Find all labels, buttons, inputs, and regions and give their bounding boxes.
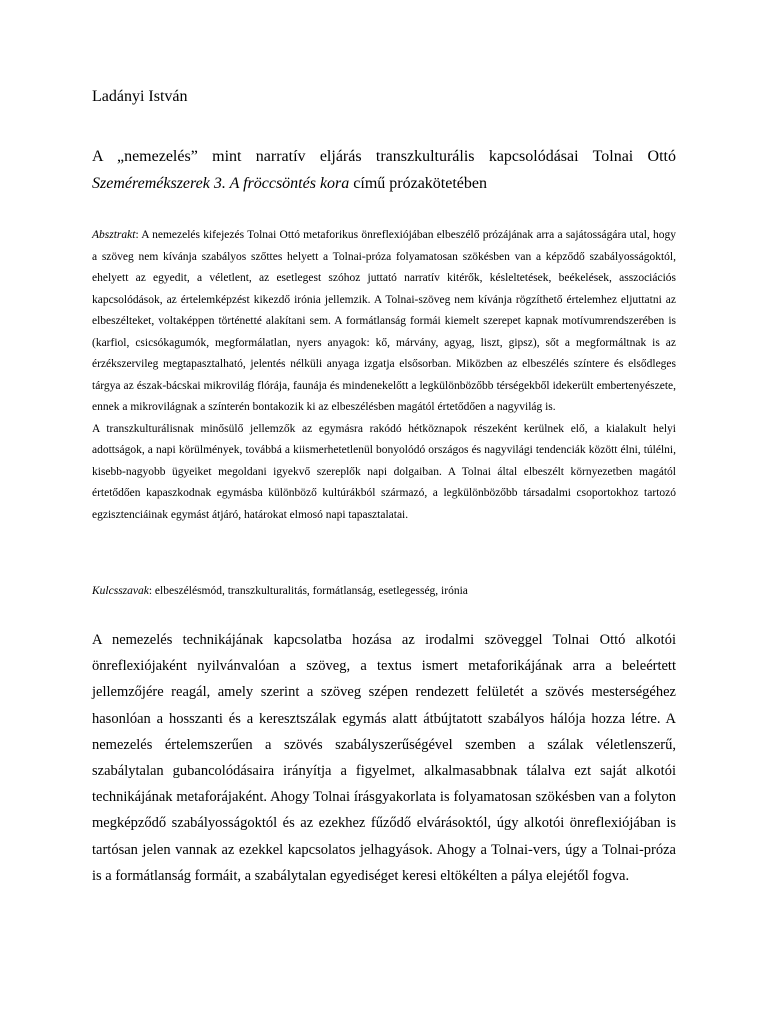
title-part-1: A „nemezelés” mint narratív eljárás transzkulturális kapcsolódásai Tolnai Ottó [92, 148, 676, 165]
abstract-label: Absztrakt [92, 229, 136, 241]
abstract-paragraph-2: A transzkulturálisnak minősülő jellemzők az egymásra rakódó hétköznapok részeként kerülnek elő, a kialakult helyi adottságok, a napi körülmények, továbbá a kiismerhetetlenül bonyolódó országos és nagyvilági tendenciák között élni, túlélni, kisebb-nagyobb ügyeiket megoldani igyekvő szereplők napi dolgaiban. A Tolnai által elbeszélt környezetben magától értetődően kapaszkodnak egymásba különböző kultúrákból származó, a legkülönbözőbb társadalmi csoportokhoz tartozó egzisztenciáinak egymást átjáró, határokat elmosó napi tapasztalatai. [92, 422, 676, 521]
keywords-text: : elbeszélésmód, transzkulturalitás, formátlanság, esetlegesség, irónia [148, 585, 468, 597]
abstract-paragraph-1 [92, 225, 676, 419]
abstract-text-1: : A nemezelés kifejezés Tolnai Ottó metaforikus önreflexiójában elbeszélő prózájának arra a sajátosságára utal, hogy a szöveg nem kívánja szabályos szőttes helyett a Tolnai-próza folyamatosan szökésben van a képződő szabályosságoktól, ehelyett az egyedit, a véletlent, az esetlegest szóhoz juttató narratív kitérők, késleltetések, beékelések, asszociációs kapcsolódások, az értelemképzést kikezdő irónia jellemzik. A Tolnai-szöveg nem kívánja rögzíthető értelemhez eljuttatni az elbeszélteket, voltaképpen történetté alakítani sem. A formátlanság formái kiemelt szerepet kapnak motívumrendszerében is (karfiol, csicsókagumók, megformálatlan, nyers anyagok: kő, márvány, agyag, liszt, gipsz), sőt a megformáltnak is az érzékszervileg megtapasztalható, jelentés nélküli anyaga izgatja elsősorban. Miközben az elbeszélés színtere és elsődleges tárgya az észak-bácskai mikrovilág flórája, faunája és mindenekelőtt a legkülönbözőbb térségekből idekerült embertenyészete, ennek a mikrovilágnak a színterén bontakozik ki az elbeszélésben magától értetődően a nagyvilág is. [92, 229, 676, 413]
title-italic-book: Szeméremékszerek 3. A fröccsöntés kora [92, 175, 350, 192]
title-part-2: című prózakötetében [349, 175, 487, 192]
author-name: Ladányi István [92, 88, 188, 105]
body-paragraph: A nemezelés technikájának kapcsolatba hozása az irodalmi szöveggel Tolnai Ottó alkotói önreflexiójaként nyilvánvalóan a szöveg, a textus ismert metaforikájának arra a beleértett jellemzőjére reagál, amely szerint a szöveg szépen rendezett felületét a szövés mesterségéhez hasonlóan a hosszanti és a keresztszálak egymás alatt átbújtatott szabályos hálója hozza létre. A nemezelés értelemszerűen a szövés szabályszerűségével szemben a szálak véletlenszerű, szabálytalan gubancolódásaira irányítja a figyelmet, alkalmasabbnak tálalva ezt saját alkotói technikájának metaforájaként. Ahogy Tolnai írásgyakorlata is folyamatosan szökésben van a folyton megképződő szabályosságoktól és az ezekhez fűződő elvárásoktól, úgy alkotói önreflexiójában is tartósan jelen vannak az ezekkel kapcsolatos jelhagyások. Ahogy a Tolnai-vers, úgy a Tolnai-próza is a formátlanság formáit, a szabálytalan egyediséget keresi eltökélten a pálya elejétől fogva. [92, 632, 676, 884]
keywords-label: Kulcsszavak [92, 585, 149, 597]
abstract-section [92, 225, 676, 526]
keywords-section [92, 580, 676, 602]
article-title [92, 143, 676, 197]
